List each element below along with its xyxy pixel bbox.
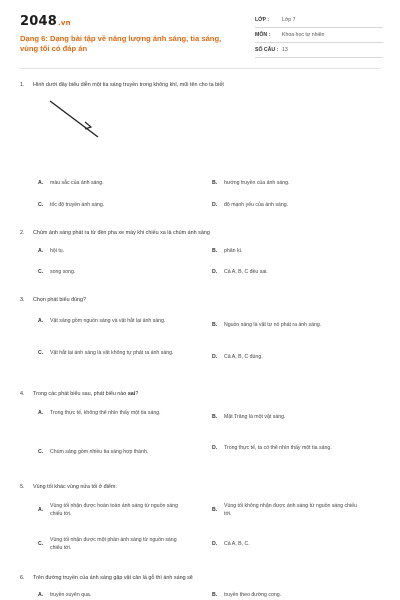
- meta-subject: [255, 28, 383, 43]
- option-text: Mặt Trăng là một vật sáng.: [224, 414, 286, 420]
- question-number: 4.: [20, 391, 25, 397]
- option-1b[interactable]: [212, 180, 364, 188]
- question-stem: Hình dưới đây biểu diễn một tia sáng truyền trong không khí, mũi tên cho ta biết: [33, 82, 224, 88]
- meta-value: 13: [282, 47, 288, 53]
- option-text: Vật hắt lại ánh sáng là vật không tự phát ra ánh sáng.: [50, 350, 174, 356]
- option-text: màu sắc của ánh sáng.: [50, 180, 104, 186]
- meta-class: [255, 13, 383, 28]
- question-5: [20, 483, 380, 491]
- option-6b[interactable]: [212, 592, 364, 600]
- option-text: độ mạnh yếu của ánh sáng.: [224, 202, 289, 208]
- option-letter: C.: [38, 350, 44, 356]
- question-stem: Chùm ánh sáng phát ra từ đèn pha xe máy khi chiếu xa là chùm ánh sáng: [33, 230, 210, 236]
- option-5b[interactable]: [212, 503, 364, 518]
- option-letter: B.: [212, 414, 218, 420]
- option-letter: C.: [38, 449, 44, 455]
- header-divider: [20, 68, 380, 69]
- option-letter: A.: [38, 318, 44, 324]
- option-2a[interactable]: [38, 248, 190, 256]
- question-4: [20, 390, 380, 398]
- option-text: tốc độ truyền ánh sáng.: [50, 202, 105, 208]
- question-text: [20, 296, 380, 304]
- question-text: [20, 574, 380, 582]
- option-text: song song.: [50, 269, 76, 275]
- worksheet-meta: [255, 13, 383, 58]
- question-number: 6.: [20, 575, 25, 581]
- brand-name: 2048: [20, 14, 57, 29]
- question-text: [20, 483, 380, 491]
- meta-label: MÔN :: [255, 32, 271, 38]
- option-text: Vùng tối không nhận được ánh sáng từ nguồn sáng chiếu tới.: [224, 503, 357, 517]
- option-3c[interactable]: [38, 350, 190, 358]
- question-number: 5.: [20, 484, 25, 490]
- option-text: truyền xuyên qua.: [50, 592, 92, 598]
- option-text: phân kì.: [224, 248, 243, 254]
- option-text: Vùng tối nhận được hoàn toàn ánh sáng từ nguồn sáng chiếu tới.: [50, 503, 179, 517]
- option-letter: A.: [38, 180, 44, 186]
- brand-suffix: .vn: [57, 19, 71, 27]
- option-letter: D.: [212, 354, 218, 360]
- option-1a[interactable]: [38, 180, 190, 188]
- option-text: Trong thực tế, ta có thể nhìn thấy một tia sáng.: [224, 445, 332, 451]
- option-letter: A.: [38, 248, 44, 254]
- option-3a[interactable]: [38, 318, 190, 326]
- meta-label: LỚP :: [255, 17, 270, 23]
- question-text: [20, 390, 380, 398]
- meta-label: SỐ CÂU :: [255, 47, 279, 53]
- option-letter: C.: [38, 540, 44, 547]
- option-text: Trong thực tế, không thể nhìn thấy một tia sáng.: [50, 410, 161, 416]
- option-2c[interactable]: [38, 269, 190, 277]
- meta-question-count: [255, 43, 383, 58]
- option-letter: B.: [212, 322, 218, 328]
- question-6: [20, 574, 380, 582]
- option-text: truyền theo đường cong.: [224, 592, 282, 598]
- option-text: Cả A, B, C.: [224, 541, 250, 547]
- option-3d[interactable]: [212, 354, 364, 362]
- option-text: hội tụ.: [50, 248, 65, 254]
- option-text: Vùng tối nhận được một phần ánh sáng từ nguồn sáng chiếu tới.: [50, 537, 177, 551]
- question-stem: Trên đường truyền của ánh sáng gặp vật cản là gỗ thì ánh sáng sẽ: [33, 575, 193, 581]
- option-letter: D.: [212, 202, 218, 208]
- option-letter: D.: [212, 541, 218, 547]
- option-4d[interactable]: [212, 445, 364, 453]
- option-letter: B.: [212, 506, 218, 513]
- question-stem: Vùng tối khác vùng nửa tối ở điểm:: [33, 484, 117, 490]
- option-letter: D.: [212, 269, 218, 275]
- option-2b[interactable]: [212, 248, 364, 256]
- option-letter: C.: [38, 202, 44, 208]
- option-text: Cả A, B, C đúng.: [224, 354, 263, 360]
- option-5c[interactable]: [38, 537, 190, 552]
- worksheet-title: Dạng 6: Dạng bài tập về năng lượng ánh sáng, tia sáng, vùng tối có đáp án: [20, 34, 222, 53]
- question-emphasis: sai: [127, 391, 136, 397]
- option-4b[interactable]: [212, 414, 364, 422]
- option-text: Vật sáng gồm nguồn sáng và vật hắt lại ánh sáng.: [50, 318, 166, 324]
- option-2d[interactable]: [212, 269, 364, 277]
- light-ray-diagram: [48, 98, 100, 140]
- option-4c[interactable]: [38, 449, 215, 457]
- option-letter: B.: [212, 248, 218, 254]
- option-letter: B.: [212, 180, 218, 186]
- brand-logo[interactable]: [20, 14, 71, 29]
- option-letter: A.: [38, 506, 44, 513]
- option-5a[interactable]: [38, 503, 190, 518]
- option-text: Nguồn sáng là vật tự nó phát ra ánh sáng.: [224, 322, 322, 328]
- question-number: 2.: [20, 230, 25, 236]
- meta-value: Lớp 7: [282, 17, 296, 23]
- option-letter: A.: [38, 410, 44, 416]
- option-text: Cả A, B, C đều sai.: [224, 269, 268, 275]
- question-number: 1.: [20, 82, 25, 88]
- light-ray-line: [50, 101, 98, 137]
- option-6a[interactable]: [38, 592, 190, 600]
- question-stem-end: ?: [135, 391, 139, 397]
- option-3b[interactable]: [212, 322, 389, 330]
- option-text: hướng truyền của ánh sáng.: [224, 180, 290, 186]
- option-text: Chùm sáng gồm nhiều tia sáng hợp thành.: [50, 449, 149, 455]
- question-1: [20, 81, 380, 89]
- option-letter: B.: [212, 592, 218, 598]
- question-stem: Chọn phát biểu đúng?: [33, 297, 87, 303]
- option-letter: A.: [38, 592, 44, 598]
- question-text: [20, 81, 380, 89]
- meta-value: Khoa học tự nhiên: [282, 32, 325, 38]
- option-1c[interactable]: [38, 202, 190, 210]
- question-text: [20, 229, 380, 237]
- question-number: 3.: [20, 297, 25, 303]
- option-1d[interactable]: [212, 202, 364, 210]
- option-letter: C.: [38, 269, 44, 275]
- question-2: [20, 229, 380, 237]
- option-4a[interactable]: [38, 410, 190, 418]
- question-3: [20, 296, 380, 304]
- question-stem: Trong các phát biểu sau, phát biểu nào: [33, 391, 128, 397]
- option-letter: D.: [212, 445, 218, 451]
- option-5d[interactable]: [212, 541, 364, 549]
